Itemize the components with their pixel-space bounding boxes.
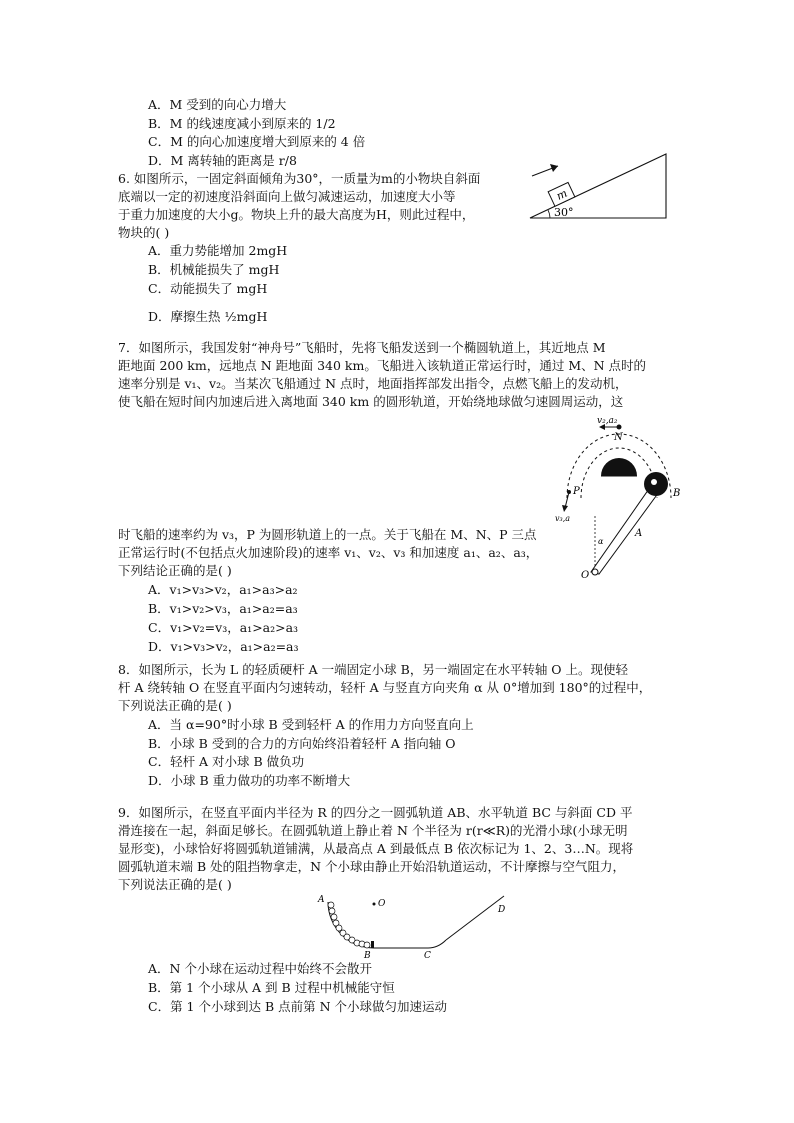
q9-stem-line: 滑连接在一起，斜面足够长。在圆弧轨道上静止着 N 个半径为 r(r≪R)的光滑小球(小球无明 <box>118 823 628 838</box>
point-p-label: P <box>573 486 580 497</box>
q9-option-a: A．N 个小球在运动过程中始终不会散开 <box>148 961 372 976</box>
track-figure <box>316 892 516 961</box>
q8-stem-line: 下列说法正确的是( ) <box>118 698 232 713</box>
track-o-label: O <box>378 899 386 909</box>
q7-option-d: D．v₁>v₃>v₂，a₁>a₂=a₃ <box>148 639 299 654</box>
orbit-figure <box>555 412 685 582</box>
q5-option-d: D．M 离转轴的距离是 r/8 <box>148 153 297 168</box>
q8-stem-line: 杆 A 绕转轴 O 在竖直平面内匀速转动，轻杆 A 与竖直方向夹角 α 从 0°增加到 180°的过程中， <box>118 680 652 695</box>
q9-option-c: C．第 1 个小球到达 B 点前第 N 个小球做匀加速运动 <box>148 999 447 1014</box>
q7-option-b: B．v₁>v₂>v₃，a₁>a₂=a₃ <box>148 601 298 616</box>
q9-stem-line: 显形变)，小球恰好将圆弧轨道铺满，从最高点 A 到最低点 B 依次标记为 1、2、3…N。现将 <box>118 841 634 856</box>
q7-stem-line: 时飞船的速率约为 v₃，P 为圆形轨道上的一点。关于飞船在 M、N、P 三点 <box>118 527 537 542</box>
track-d-label: D <box>498 905 506 915</box>
q7-option-c: C．v₁>v₂=v₃，a₁>a₂>a₃ <box>148 620 299 635</box>
q6-stem-line: 6. 如图所示，一固定斜面倾角为30°，一质量为m的小物块自斜面 <box>118 171 481 186</box>
angle-label: 30° <box>554 206 574 219</box>
q6-stem-line: 底端以一定的初速度沿斜面向上做匀减速运动，加速度大小等 <box>118 189 456 204</box>
q7-stem-line: 速率分别是 v₁、v₂。当某次飞船通过 N 点时，地面指挥部发出指令，点燃飞船上的发动机， <box>118 376 628 391</box>
alpha-label: α <box>598 537 604 546</box>
q7-stem-line: 下列结论正确的是( ) <box>118 563 232 578</box>
point-n-label: N <box>614 432 623 443</box>
rod-a-label: A <box>635 528 643 539</box>
q6-option-d: D．摩擦生热 ½mgH <box>148 309 268 324</box>
q7-stem-line: 7．如图所示，我国发射“神舟号”飞船时，先将飞船发送到一个椭圆轨道上，其近地点 M <box>118 340 606 355</box>
q8-option-c: C．轻杆 A 对小球 B 做负功 <box>148 754 305 769</box>
q5-option-b: B．M 的线速度减小到原来的 1/2 <box>148 116 336 131</box>
q9-option-b: B．第 1 个小球从 A 到 B 过程中机械能守恒 <box>148 980 395 995</box>
ball-chain <box>328 902 370 948</box>
q8-stem-line: 8．如图所示，长为 L 的轻质硬杆 A 一端固定小球 B，另一端固定在水平转轴 O 上。现使轻 <box>118 662 629 677</box>
track-b-label: B <box>364 951 371 961</box>
q9-stem-line: 下列说法正确的是( ) <box>118 877 232 892</box>
q7-stem-line: 距地面 200 km，远地点 N 距地面 340 km。飞船进入该轨道正常运行时，通过 M、N 点时的 <box>118 358 647 373</box>
q5-option-c: C．M 的向心加速度增大到原来的 4 倍 <box>148 134 366 149</box>
track-c-label: C <box>424 951 431 961</box>
p-velocity-label: v₃,a <box>555 514 571 523</box>
top-velocity-label: v₂,a₂ <box>597 416 618 426</box>
q9-stem-line: 圆弧轨道末端 B 处的阻挡物拿走，N 个小球由静止开始沿轨道运动，不计摩擦与空气阻力， <box>118 859 626 874</box>
q7-stem-line: 使飞船在短时间内加速后进入离地面 340 km 的圆形轨道，开始绕地球做匀速圆周运动，这 <box>118 394 624 409</box>
q6-stem-line: 于重力加速度的大小g。物块上升的最大高度为H，则此过程中， <box>118 207 475 222</box>
q8-option-a: A．当 α=90°时小球 B 受到轻杆 A 的作用力方向竖直向上 <box>148 717 474 732</box>
q6-stem-line: 物块的( ) <box>118 225 170 240</box>
q8-option-b: B．小球 B 受到的合力的方向始终沿着轻杆 A 指向轴 O <box>148 736 456 751</box>
q5-option-a: A．M 受到的向心力增大 <box>148 97 287 112</box>
ball-b-label: B <box>673 488 681 499</box>
q6-option-c: C．动能损失了 mgH <box>148 281 268 296</box>
q7-stem-line: 正常运行时(不包括点火加速阶段)的速率 v₁、v₂、v₃ 和加速度 a₁、a₂、a₃， <box>118 545 539 560</box>
q8-option-d: D．小球 B 重力做功的功率不断增大 <box>148 773 351 788</box>
mass-label: m <box>554 186 570 203</box>
track-a-label: A <box>318 895 325 905</box>
q6-option-a: A．重力势能增加 2mgH <box>148 243 288 258</box>
q7-option-a: A．v₁>v₃>v₂，a₁>a₃>a₂ <box>148 582 298 597</box>
incline-figure <box>520 152 670 222</box>
q9-stem-line: 9．如图所示，在竖直平面内半径为 R 的四分之一圆弧轨道 AB、水平轨道 BC 与斜面 CD 平 <box>118 805 633 820</box>
pivot-o-label: O <box>581 570 590 581</box>
q6-option-b: B．机械能损失了 mgH <box>148 262 280 277</box>
